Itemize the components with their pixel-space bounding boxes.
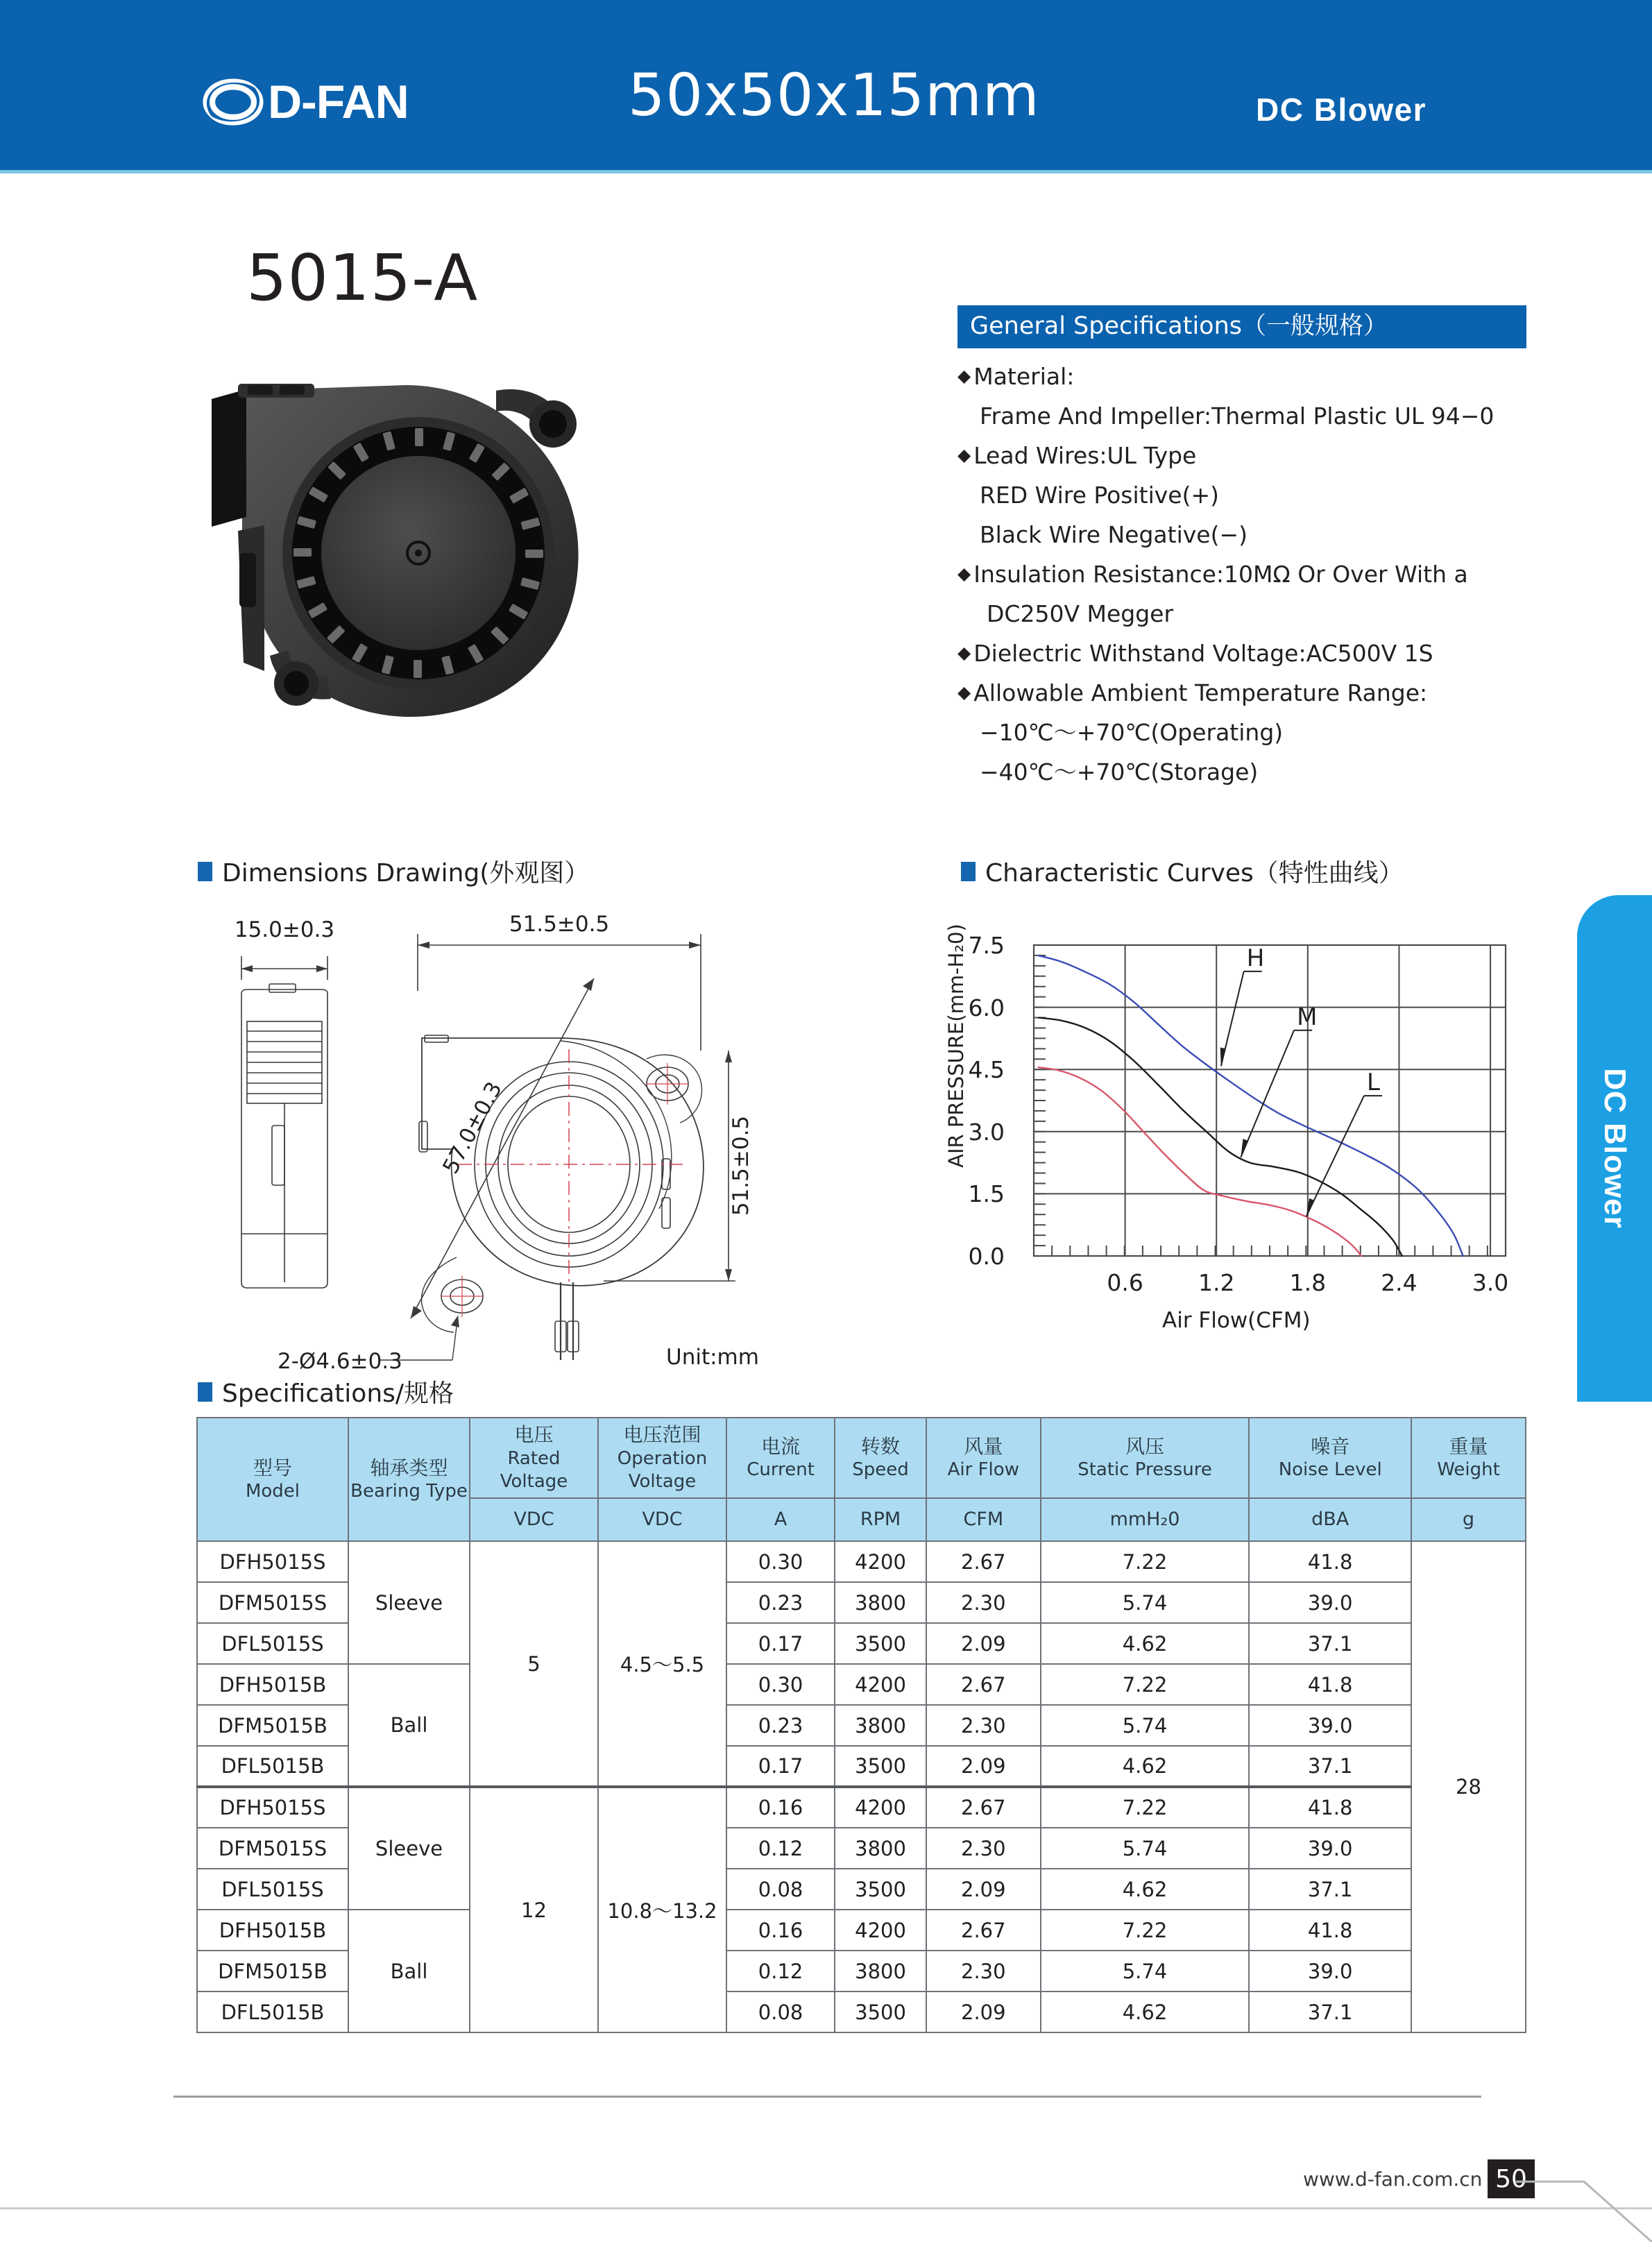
cell-bearing: Ball bbox=[348, 1664, 470, 1787]
chart-series-label-h: H bbox=[1246, 944, 1265, 972]
spec-header-cn: 风量 bbox=[964, 1434, 1003, 1458]
cell-speed: 3800 bbox=[835, 1582, 926, 1623]
spec-unit-weight: g bbox=[1411, 1498, 1526, 1541]
side-tab-label: DC Blower bbox=[1598, 1068, 1632, 1229]
spec-header-en: Rated Voltage bbox=[500, 1447, 568, 1493]
cell-speed: 4200 bbox=[835, 1541, 926, 1582]
dim-diagonal-label: 57.0±0.3 bbox=[438, 1078, 507, 1178]
spec-header-en: Current bbox=[747, 1459, 815, 1481]
spec-header-cn: 噪音 bbox=[1311, 1434, 1350, 1458]
spec-table-body bbox=[197, 1541, 1526, 2032]
diamond-bullet-icon: ◆ bbox=[957, 445, 971, 466]
cell-speed: 3800 bbox=[835, 1951, 926, 1992]
spec-header-rated-voltage bbox=[470, 1418, 598, 1498]
cell-airflow: 2.09 bbox=[926, 1992, 1041, 2032]
spec-table-head bbox=[197, 1418, 1526, 1541]
cell-model: DFL5015S bbox=[197, 1623, 348, 1664]
chart-x-axis-label: Air Flow(CFM) bbox=[1162, 1308, 1311, 1333]
general-spec-line bbox=[957, 719, 1526, 747]
cell-current: 0.30 bbox=[726, 1664, 835, 1705]
spec-header-cn: 型号 bbox=[253, 1456, 292, 1479]
cell-speed: 3500 bbox=[835, 1623, 926, 1664]
header-underline bbox=[0, 170, 1652, 173]
cell-model: DFL5015S bbox=[197, 1869, 348, 1910]
chart-x-tick-label: 1.8 bbox=[1289, 1269, 1327, 1296]
spec-header-cn: 电流 bbox=[761, 1434, 801, 1458]
cell-rated-voltage: 5 bbox=[470, 1541, 598, 1787]
dim-thickness-label: 15.0±0.3 bbox=[234, 917, 335, 942]
cell-current: 0.17 bbox=[726, 1623, 835, 1664]
chart-annotation-leader bbox=[1306, 1096, 1364, 1216]
cell-current: 0.23 bbox=[726, 1582, 835, 1623]
chart-y-tick-label: 6.0 bbox=[968, 994, 1005, 1021]
section-heading-dimensions bbox=[198, 854, 589, 889]
section-heading-dimensions-label: Dimensions Drawing(外观图） bbox=[222, 859, 590, 888]
cell-model: DFH5015S bbox=[197, 1541, 348, 1582]
cell-current: 0.08 bbox=[726, 1992, 835, 2032]
cell-model: DFM5015B bbox=[197, 1951, 348, 1992]
chart-curve-l bbox=[1039, 1067, 1361, 1256]
cell-bearing: Ball bbox=[348, 1910, 470, 2032]
cell-airflow: 2.67 bbox=[926, 1541, 1041, 1582]
cell-airflow: 2.09 bbox=[926, 1869, 1041, 1910]
footer-divider-top bbox=[173, 2096, 1481, 2098]
chart-y-tick-label: 1.5 bbox=[968, 1180, 1005, 1208]
spec-header-cn: 重量 bbox=[1449, 1434, 1488, 1458]
general-specifications-list bbox=[957, 363, 1526, 786]
chart-y-axis-label: AIR PRESSURE(mm-H₂0) bbox=[944, 924, 968, 1168]
spec-header-cn: 电压 bbox=[514, 1423, 554, 1446]
spec-header-speed bbox=[835, 1418, 926, 1498]
chart-frame bbox=[1034, 945, 1506, 1256]
cell-speed: 3800 bbox=[835, 1828, 926, 1869]
spec-header-noise-level bbox=[1249, 1418, 1411, 1498]
chart-annotation-arrow bbox=[1241, 1139, 1248, 1157]
square-bullet-icon bbox=[198, 862, 212, 881]
chart-x-tick-label: 0.6 bbox=[1107, 1269, 1143, 1296]
spec-header-en: Air Flow bbox=[947, 1459, 1019, 1481]
footer-page-number: 50 bbox=[1488, 2159, 1535, 2198]
cell-pressure: 4.62 bbox=[1041, 1623, 1250, 1664]
spec-unit-static-pressure: mmH₂0 bbox=[1041, 1498, 1250, 1541]
spec-header-bearing-type bbox=[348, 1418, 470, 1541]
footer-corner-rule bbox=[1516, 2164, 1652, 2242]
table-row bbox=[197, 1664, 1526, 1705]
cell-model: DFH5015B bbox=[197, 1910, 348, 1951]
cell-model: DFM5015B bbox=[197, 1705, 348, 1746]
cell-current: 0.16 bbox=[726, 1787, 835, 1828]
cell-pressure: 5.74 bbox=[1041, 1705, 1250, 1746]
cell-noise: 37.1 bbox=[1249, 1992, 1411, 2032]
cell-pressure: 7.22 bbox=[1041, 1541, 1250, 1582]
d-fan-swoosh-icon bbox=[201, 75, 265, 129]
page-title: 5015-A bbox=[246, 241, 479, 315]
cell-noise: 41.8 bbox=[1249, 1910, 1411, 1951]
cell-noise: 39.0 bbox=[1249, 1828, 1411, 1869]
cell-model: DFL5015B bbox=[197, 1992, 348, 2032]
spec-header-en: Weight bbox=[1437, 1459, 1500, 1481]
cell-pressure: 4.62 bbox=[1041, 1869, 1250, 1910]
cell-speed: 4200 bbox=[835, 1910, 926, 1951]
spec-header-cn: 转数 bbox=[861, 1434, 901, 1458]
dimensions-drawing bbox=[180, 902, 944, 1388]
cell-speed: 4200 bbox=[835, 1664, 926, 1705]
cell-noise: 41.8 bbox=[1249, 1541, 1411, 1582]
cell-pressure: 7.22 bbox=[1041, 1910, 1250, 1951]
brand-logo bbox=[201, 75, 409, 129]
cell-current: 0.12 bbox=[726, 1951, 835, 1992]
general-spec-text: RED Wire Positive(+) bbox=[980, 482, 1220, 509]
dimensions-drawing-svg bbox=[180, 902, 944, 1388]
cell-bearing: Sleeve bbox=[348, 1541, 470, 1664]
general-spec-line bbox=[957, 363, 1526, 391]
chart-series-label-l: L bbox=[1367, 1069, 1380, 1097]
dim-holes-label: 2-Ø4.6±0.3 bbox=[278, 1349, 402, 1374]
cell-noise: 37.1 bbox=[1249, 1869, 1411, 1910]
diamond-bullet-icon: ◆ bbox=[957, 366, 971, 387]
cell-speed: 3500 bbox=[835, 1992, 926, 2032]
cell-speed: 4200 bbox=[835, 1787, 926, 1828]
spec-unit-noise-level: dBA bbox=[1249, 1498, 1411, 1541]
section-heading-specifications-label: Specifications/规格 bbox=[222, 1379, 454, 1408]
general-spec-line bbox=[957, 442, 1526, 470]
spec-table-header-row bbox=[197, 1418, 1526, 1498]
cell-pressure: 5.74 bbox=[1041, 1951, 1250, 1992]
chart-annotation-arrow bbox=[1220, 1048, 1226, 1067]
cell-pressure: 5.74 bbox=[1041, 1828, 1250, 1869]
cell-weight: 28 bbox=[1411, 1541, 1526, 2032]
cell-airflow: 2.30 bbox=[926, 1828, 1041, 1869]
cell-speed: 3500 bbox=[835, 1869, 926, 1910]
general-spec-line bbox=[957, 521, 1526, 549]
spec-header-cn: 风压 bbox=[1125, 1434, 1165, 1458]
general-spec-line bbox=[957, 600, 1526, 628]
chart-x-tick-label: 3.0 bbox=[1472, 1269, 1509, 1296]
general-spec-line bbox=[957, 484, 1526, 507]
cell-model: DFH5015S bbox=[197, 1787, 348, 1828]
cell-speed: 3800 bbox=[835, 1705, 926, 1746]
cell-airflow: 2.67 bbox=[926, 1910, 1041, 1951]
chart-curve-m bbox=[1039, 1018, 1402, 1256]
general-spec-line bbox=[957, 402, 1526, 430]
diamond-bullet-icon: ◆ bbox=[957, 563, 971, 584]
cell-bearing: Sleeve bbox=[348, 1787, 470, 1910]
spec-unit-air-flow: CFM bbox=[926, 1498, 1041, 1541]
general-spec-text: −10℃～+70℃(Operating) bbox=[980, 719, 1284, 747]
dim-unit-label: Unit:mm bbox=[666, 1345, 759, 1370]
general-spec-line bbox=[957, 640, 1526, 668]
chart-y-tick-label: 4.5 bbox=[968, 1056, 1005, 1084]
cell-current: 0.16 bbox=[726, 1910, 835, 1951]
spec-header-current bbox=[726, 1418, 835, 1498]
product-size-title: 50x50x15mm bbox=[628, 61, 1040, 129]
cell-pressure: 5.74 bbox=[1041, 1582, 1250, 1623]
spec-header-en: Operation Voltage bbox=[617, 1447, 708, 1493]
cell-noise: 39.0 bbox=[1249, 1582, 1411, 1623]
cell-noise: 39.0 bbox=[1249, 1705, 1411, 1746]
cell-operation-voltage: 4.5～5.5 bbox=[598, 1541, 726, 1787]
cell-model: DFM5015S bbox=[197, 1828, 348, 1869]
spec-header-en: Model bbox=[245, 1481, 300, 1502]
dim-height-label: 51.5±0.5 bbox=[729, 1115, 753, 1216]
chart-x-tick-label: 2.4 bbox=[1381, 1269, 1417, 1296]
cell-current: 0.23 bbox=[726, 1705, 835, 1746]
characteristic-curves-chart bbox=[916, 923, 1526, 1346]
spec-header-air-flow bbox=[926, 1418, 1041, 1498]
cell-airflow: 2.30 bbox=[926, 1582, 1041, 1623]
cell-pressure: 4.62 bbox=[1041, 1992, 1250, 2032]
cell-noise: 39.0 bbox=[1249, 1951, 1411, 1992]
cell-current: 0.17 bbox=[726, 1746, 835, 1787]
page-header bbox=[0, 0, 1652, 170]
footer-website-url[interactable]: www.d-fan.com.cn bbox=[1303, 2168, 1483, 2191]
general-spec-text: −40℃～+70℃(Storage) bbox=[980, 758, 1259, 786]
spec-header-operation-voltage bbox=[598, 1418, 726, 1498]
cell-operation-voltage: 10.8～13.2 bbox=[598, 1787, 726, 2032]
spec-unit-operation-voltage: VDC bbox=[598, 1498, 726, 1541]
spec-unit-current: A bbox=[726, 1498, 835, 1541]
spec-header-cn: 轴承类型 bbox=[370, 1456, 448, 1479]
cell-noise: 37.1 bbox=[1249, 1746, 1411, 1787]
cell-speed: 3500 bbox=[835, 1746, 926, 1787]
specifications-table bbox=[196, 1417, 1526, 2033]
spec-header-en: Bearing Type bbox=[350, 1481, 468, 1502]
spec-header-weight bbox=[1411, 1418, 1526, 1498]
general-spec-text: Lead Wires:UL Type bbox=[973, 442, 1197, 470]
section-heading-curves bbox=[961, 854, 1404, 889]
general-spec-line bbox=[957, 758, 1526, 786]
footer-divider-bottom bbox=[0, 2207, 1652, 2209]
cell-noise: 41.8 bbox=[1249, 1664, 1411, 1705]
general-spec-line bbox=[957, 679, 1526, 707]
spec-unit-speed: RPM bbox=[835, 1498, 926, 1541]
cell-airflow: 2.09 bbox=[926, 1746, 1041, 1787]
cell-model: DFH5015B bbox=[197, 1664, 348, 1705]
cell-current: 0.30 bbox=[726, 1541, 835, 1582]
table-row bbox=[197, 1910, 1526, 1951]
diamond-bullet-icon: ◆ bbox=[957, 643, 971, 663]
chart-y-tick-label: 3.0 bbox=[968, 1118, 1005, 1146]
general-spec-text: Frame And Impeller:Thermal Plastic UL 94−0 bbox=[980, 402, 1495, 430]
brand-name: D-FAN bbox=[268, 76, 409, 128]
spec-header-en: Speed bbox=[852, 1459, 909, 1481]
cell-current: 0.12 bbox=[726, 1828, 835, 1869]
cell-pressure: 7.22 bbox=[1041, 1664, 1250, 1705]
general-spec-text: Black Wire Negative(−) bbox=[980, 521, 1247, 549]
product-category-label: DC Blower bbox=[1256, 92, 1427, 128]
general-spec-line bbox=[957, 563, 1526, 586]
product-photo-blower bbox=[198, 357, 642, 760]
general-spec-text: Dielectric Withstand Voltage:AC500V 1S bbox=[973, 640, 1433, 668]
spec-header-en: Noise Level bbox=[1278, 1459, 1382, 1481]
diamond-bullet-icon: ◆ bbox=[957, 682, 971, 703]
cell-airflow: 2.30 bbox=[926, 1951, 1041, 1992]
general-spec-text: DC250V Megger bbox=[987, 600, 1174, 628]
cell-airflow: 2.67 bbox=[926, 1664, 1041, 1705]
general-spec-text: Allowable Ambient Temperature Range: bbox=[973, 679, 1428, 707]
table-row bbox=[197, 1787, 1526, 1828]
spec-header-cn: 电压范围 bbox=[623, 1423, 701, 1446]
chart-y-tick-label: 7.5 bbox=[968, 932, 1005, 959]
cell-airflow: 2.67 bbox=[926, 1787, 1041, 1828]
cell-noise: 37.1 bbox=[1249, 1623, 1411, 1664]
cell-noise: 41.8 bbox=[1249, 1787, 1411, 1828]
chart-plot-area bbox=[1013, 937, 1526, 1298]
chart-series-label-m: M bbox=[1297, 1003, 1318, 1031]
cell-airflow: 2.30 bbox=[926, 1705, 1041, 1746]
cell-pressure: 7.22 bbox=[1041, 1787, 1250, 1828]
spec-header-model bbox=[197, 1418, 348, 1541]
dim-width-label: 51.5±0.5 bbox=[509, 912, 610, 937]
chart-x-tick-label: 1.2 bbox=[1198, 1269, 1235, 1296]
cell-airflow: 2.09 bbox=[926, 1623, 1041, 1664]
spec-header-en: Static Pressure bbox=[1078, 1459, 1212, 1481]
chart-y-tick-label: 0.0 bbox=[968, 1243, 1005, 1270]
square-bullet-icon bbox=[961, 862, 976, 881]
table-row bbox=[197, 1541, 1526, 1582]
general-spec-text: Insulation Resistance:10MΩ Or Over With a bbox=[973, 561, 1468, 588]
general-specifications-panel bbox=[957, 305, 1526, 800]
general-spec-text: Material: bbox=[973, 363, 1075, 391]
cell-model: DFL5015B bbox=[197, 1746, 348, 1787]
spec-unit-rated-voltage: VDC bbox=[470, 1498, 598, 1541]
cell-model: DFM5015S bbox=[197, 1582, 348, 1623]
general-specifications-title: General Specifications（一般规格） bbox=[957, 305, 1526, 348]
section-heading-curves-label: Characteristic Curves（特性曲线） bbox=[985, 859, 1404, 888]
side-tab-dc-blower bbox=[1577, 895, 1652, 1402]
cell-pressure: 4.62 bbox=[1041, 1746, 1250, 1787]
spec-header-static-pressure bbox=[1041, 1418, 1250, 1498]
cell-rated-voltage: 12 bbox=[470, 1787, 598, 2032]
cell-current: 0.08 bbox=[726, 1869, 835, 1910]
